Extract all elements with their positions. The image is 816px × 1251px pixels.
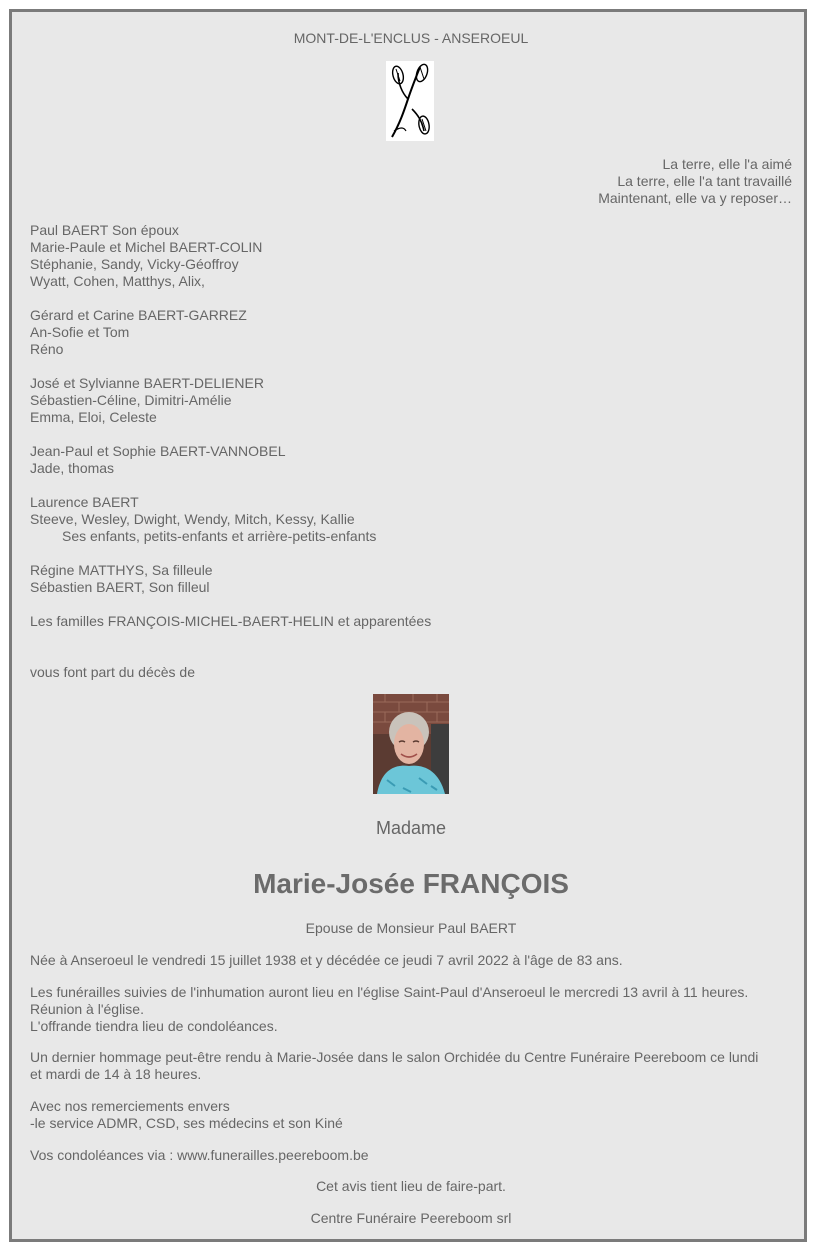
family-line: Paul BAERT Son époux [30,222,179,238]
poem-line-3: Maintenant, elle va y reposer… [598,190,792,206]
condolences-line: Vos condoléances via : www.funerailles.peereboom.be [30,1147,369,1163]
families-line: Les familles FRANÇOIS-MICHEL-BAERT-HELIN et apparentées [30,613,432,629]
family-line: Gérard et Carine BAERT-GARREZ [30,307,247,323]
family-line: Steeve, Wesley, Dwight, Wendy, Mitch, Kessy, Kallie [30,511,355,527]
family-line: José et Sylvianne BAERT-DELIENER [30,375,264,391]
family-line: Sébastien-Céline, Dimitri-Amélie [30,392,232,408]
location-heading: MONT-DE-L'ENCLUS - ANSEROEUL [293,30,529,46]
notice-frame [9,9,807,1242]
footer-notice: Cet avis tient lieu de faire-part. [316,1178,506,1194]
family-line: An-Sofie et Tom [30,324,130,340]
family-line: Jean-Paul et Sophie BAERT-VANNOBEL [30,443,286,459]
poem-line-2: La terre, elle l'a tant travaillé [617,173,792,189]
family-line: Stéphanie, Sandy, Vicky-Géoffroy [30,256,239,272]
family-line: Jade, thomas [30,460,115,476]
family-line: Emma, Eloi, Celeste [30,409,157,425]
death-notice [30,12,792,1239]
family-line: Wyatt, Cohen, Matthys, Alix, [30,273,205,289]
deceased-name: Marie-Josée FRANÇOIS [253,868,569,899]
birth-death-line: Née à Anseroeul le vendredi 15 juillet 1938 et y décédée ce jeudi 7 avril 2022 à l'âge de 83 ans. [30,952,623,968]
portrait-photo [373,694,449,794]
funeral-line: Réunion à l'église. [30,1001,144,1017]
family-line: Laurence BAERT [30,494,139,510]
funeral-line: L'offrande tiendra lieu de condoléances. [30,1018,278,1034]
poem-line-1: La terre, elle l'a aimé [662,156,792,172]
thanks-line: Avec nos remerciements envers [30,1098,230,1114]
funeral-line: Les funérailles suivies de l'inhumation auront lieu en l'église Saint-Paul d'Anseroeul le mercredi 13 avril à 11 heures. [30,984,749,1000]
funeral-home-name: Centre Funéraire Peereboom srl [310,1210,512,1226]
thanks-line: -le service ADMR, CSD, ses médecins et son Kiné [30,1115,343,1131]
announce-line: vous font part du décès de [30,664,195,680]
godchild-line: Régine MATTHYS, Sa filleule [30,562,213,578]
descendants-line: Ses enfants, petits-enfants et arrière-petits-enfants [62,528,377,544]
deceased-title: Madame [375,818,447,838]
family-line: Marie-Paule et Michel BAERT-COLIN [30,239,263,255]
homage-line: et mardi de 14 à 18 heures. [30,1066,202,1082]
family-line: Réno [30,341,64,357]
godchild-line: Sébastien BAERT, Son filleul [30,579,210,595]
wheat-ears-icon [386,61,434,141]
homage-line: Un dernier hommage peut-être rendu à Marie-Josée dans le salon Orchidée du Centre Funéraire Peereboom ce lundi [30,1049,759,1065]
spouse-line: Epouse de Monsieur Paul BAERT [305,920,517,936]
